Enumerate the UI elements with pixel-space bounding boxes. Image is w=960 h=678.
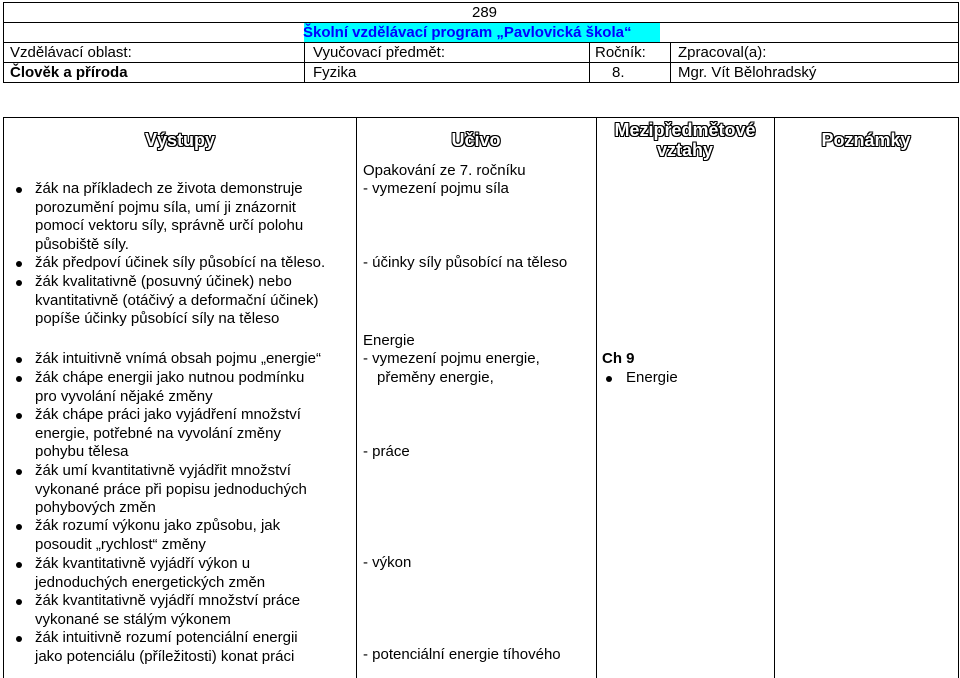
output-bullet	[16, 187, 22, 193]
output-line: žák intuitivně rozumí potenciální energii	[35, 629, 298, 646]
output-line: žák předpoví účinek síly působící na těleso.	[35, 254, 326, 271]
output-line: pohybových změn	[35, 499, 156, 516]
curriculum-header: Učivo	[451, 130, 501, 150]
output-bullet	[16, 413, 22, 419]
author-value: Mgr. Vít Bělohradský	[678, 64, 817, 81]
output-line: žák intuitivně vnímá obsah pojmu „energie“	[35, 350, 321, 367]
output-bullet	[16, 469, 22, 475]
output-bullet	[16, 376, 22, 382]
document-header	[3, 2, 959, 83]
grade-value: 8.	[612, 64, 625, 81]
header-row-page	[4, 3, 958, 23]
cross-header-line2: vztahy	[656, 140, 714, 160]
cross-header-line1: Mezipředmětové	[614, 120, 756, 140]
output-line: žák chápe práci jako vyjádření množství	[35, 406, 301, 423]
program-title: Školní vzdělávací program „Pavlovická škola“	[303, 24, 632, 41]
output-bullet	[16, 261, 22, 267]
output-bullet	[16, 280, 22, 286]
output-line: jednoduchých energetických změn	[35, 573, 266, 591]
output-line: vykonané práce při popisu jednoduchých	[35, 480, 307, 498]
subject-value: Fyzika	[313, 64, 357, 81]
output-line: kvantitativně (otáčivý a deformační účinek)	[35, 291, 319, 309]
output-line: žák umí kvantitativně vyjádřit množství	[35, 462, 291, 479]
item-energy-2: přeměny energie,	[377, 369, 494, 386]
author-label: Zpracoval(a):	[678, 44, 767, 61]
cross-bullet	[606, 376, 612, 382]
output-line: pro vyvolání nějaké změny	[35, 387, 213, 405]
output-line: žák chápe energii jako nutnou podmínku	[35, 369, 305, 386]
review-heading: Opakování ze 7. ročníku	[363, 162, 526, 179]
cross-code: Ch 9	[602, 350, 635, 367]
output-line: žák rozumí výkonu jako způsobu, jak	[35, 517, 281, 534]
item-effects: - účinky síly působící na těleso	[363, 254, 568, 271]
outputs-header: Výstupy	[144, 130, 216, 150]
output-line: posoudit „rychlost“ změny	[35, 535, 206, 553]
header-row-values	[4, 63, 958, 82]
item-force: - vymezení pojmu síla	[363, 180, 509, 197]
header-row-title	[4, 23, 958, 43]
output-line: žák na příkladech ze života demonstruje	[35, 180, 303, 197]
output-line: pohybu tělesa	[35, 443, 129, 460]
cross-item: Energie	[626, 369, 678, 386]
output-line: žák kvantitativně vyjádří množství práce	[35, 592, 301, 609]
item-work: - práce	[363, 443, 410, 460]
header-row-labels	[4, 43, 958, 63]
notes-header: Poznámky	[821, 130, 911, 150]
output-line: žák kvalitativně (posuvný účinek) nebo	[35, 273, 292, 290]
subject-label: Vyučovací předmět:	[313, 44, 446, 61]
output-line: pomocí vektoru síly, správně určí polohu	[35, 217, 304, 234]
energy-heading: Energie	[363, 332, 415, 349]
output-bullet	[16, 524, 22, 530]
output-line: popíše účinky působící síly na těleso	[35, 310, 280, 327]
item-power: - výkon	[363, 554, 412, 571]
output-line: porozumění pojmu síla, umí ji znázornit	[35, 198, 296, 216]
grade-label: Ročník:	[595, 44, 646, 61]
output-bullet	[16, 562, 22, 568]
output-bullet	[16, 599, 22, 605]
area-label: Vzdělávací oblast:	[10, 44, 132, 61]
output-line: vykonané se stálým výkonem	[35, 610, 231, 628]
output-bullet	[16, 636, 22, 642]
item-energy-1: - vymezení pojmu energie,	[363, 350, 540, 367]
output-line: jako potenciálu (příležitosti) konat práci	[35, 647, 295, 665]
curriculum-table	[3, 117, 959, 678]
item-potential: - potenciální energie tíhového	[363, 646, 561, 663]
output-line: energie, potřebné na vyvolání změny	[35, 424, 281, 442]
page-number: 289	[472, 4, 498, 21]
output-line: působiště síly.	[35, 235, 129, 253]
area-value: Člověk a příroda	[10, 64, 128, 81]
output-bullet	[16, 357, 22, 363]
output-line: žák kvantitativně vyjádří výkon u	[35, 555, 251, 572]
